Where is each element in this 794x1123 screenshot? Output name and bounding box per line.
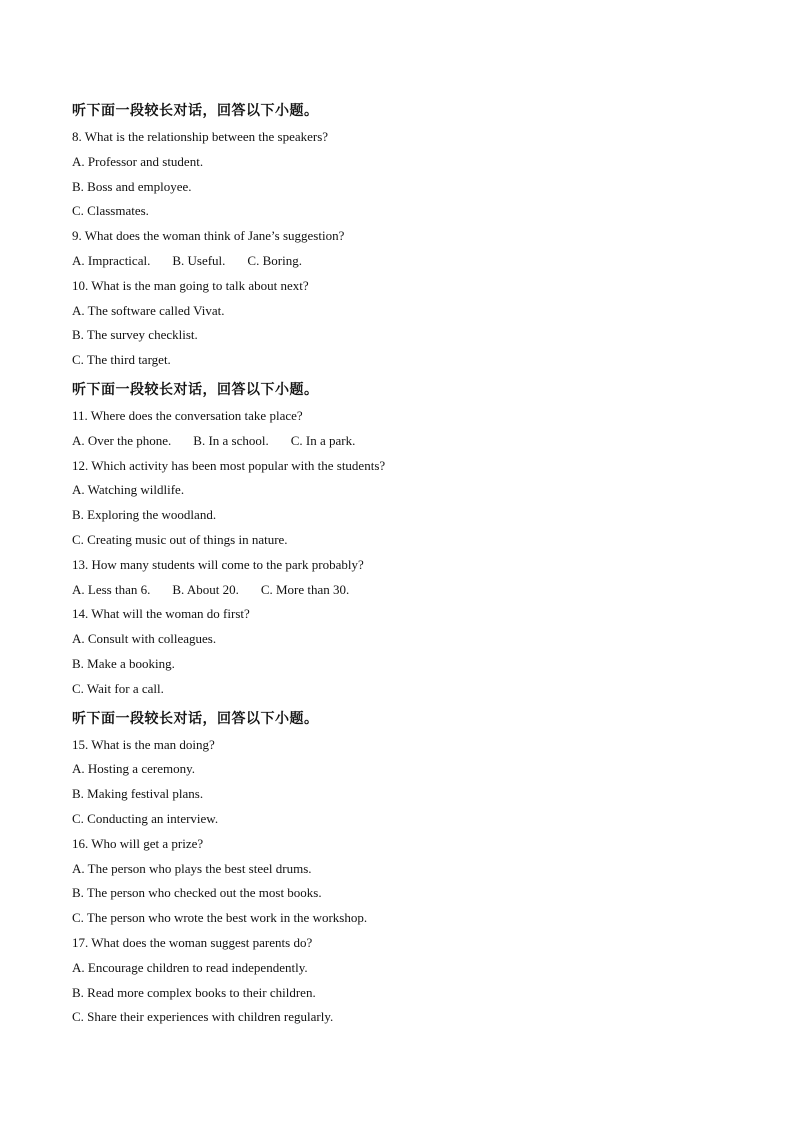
- section-heading: 听下面一段较长对话，回答以下小题。: [72, 103, 319, 119]
- question-text: 13. How many students will come to the park probably?: [72, 556, 364, 572]
- question-text: 10. What is the man going to talk about next?: [72, 277, 309, 293]
- question-list: [72, 100, 732, 1030]
- answer-option: B. The person who checked out the most books.: [72, 885, 322, 901]
- answer-option: A. Consult with colleagues.: [72, 631, 217, 647]
- answer-option: C. Creating music out of things in nature.: [72, 531, 288, 547]
- answer-option: C. Classmates.: [72, 203, 149, 219]
- answer-option: C. In a park.: [290, 432, 356, 448]
- answer-option: C. More than 30.: [260, 581, 350, 597]
- answer-option: A. The software called Vivat.: [72, 302, 225, 318]
- listening-section: [72, 708, 732, 1031]
- question-text: 14. What will the woman do first?: [72, 606, 250, 622]
- question-text: 8. What is the relationship between the speakers?: [72, 129, 329, 144]
- section-heading: 听下面一段较长对话，回答以下小题。: [72, 381, 319, 398]
- question-text: 17. What does the woman suggest parents do?: [72, 934, 313, 950]
- answer-option: C. The third target.: [72, 352, 171, 368]
- answer-option: B. Making festival plans.: [72, 786, 204, 802]
- answer-option: B. The survey checklist.: [72, 327, 198, 343]
- options-row: [72, 429, 732, 454]
- answer-option: B. Useful.: [172, 252, 226, 268]
- options-row: [72, 249, 732, 274]
- answer-option: A. Less than 6.: [72, 581, 151, 597]
- answer-option: B. About 20.: [172, 581, 239, 597]
- answer-option: B. Make a booking.: [72, 655, 175, 671]
- answer-option: C. Boring.: [247, 252, 302, 268]
- options-row: [72, 578, 732, 603]
- question-text: 9. What does the woman think of Jane’s suggestion?: [72, 228, 345, 244]
- answer-option: A. Encourage children to read independently.: [72, 959, 308, 975]
- question-text: 16. Who will get a prize?: [72, 835, 204, 851]
- answer-option: B. In a school.: [193, 432, 269, 448]
- answer-option: A. The person who plays the best steel drums.: [72, 860, 312, 876]
- listening-section: [72, 100, 732, 373]
- answer-option: C. Share their experiences with children regularly.: [72, 1009, 334, 1025]
- answer-option: A. Over the phone.: [72, 432, 172, 448]
- listening-section: [72, 379, 732, 702]
- answer-option: B. Exploring the woodland.: [72, 507, 217, 523]
- question-text: 12. Which activity has been most popular with the students?: [72, 457, 386, 473]
- answer-option: A. Watching wildlife.: [72, 482, 185, 498]
- answer-option: A. Professor and student.: [72, 153, 204, 169]
- answer-option: C. Wait for a call.: [72, 680, 164, 696]
- answer-option: C. The person who wrote the best work in the workshop.: [72, 910, 368, 926]
- answer-option: C. Conducting an interview.: [72, 810, 219, 826]
- answer-option: B. Boss and employee.: [72, 178, 192, 194]
- answer-option: A. Impractical.: [72, 252, 151, 268]
- question-text: 11. Where does the conversation take place?: [72, 407, 303, 423]
- answer-option: B. Read more complex books to their children.: [72, 984, 316, 1000]
- section-heading: 听下面一段较长对话，回答以下小题。: [72, 710, 319, 727]
- question-text: 15. What is the man doing?: [72, 736, 215, 752]
- answer-option: A. Hosting a ceremony.: [72, 761, 195, 777]
